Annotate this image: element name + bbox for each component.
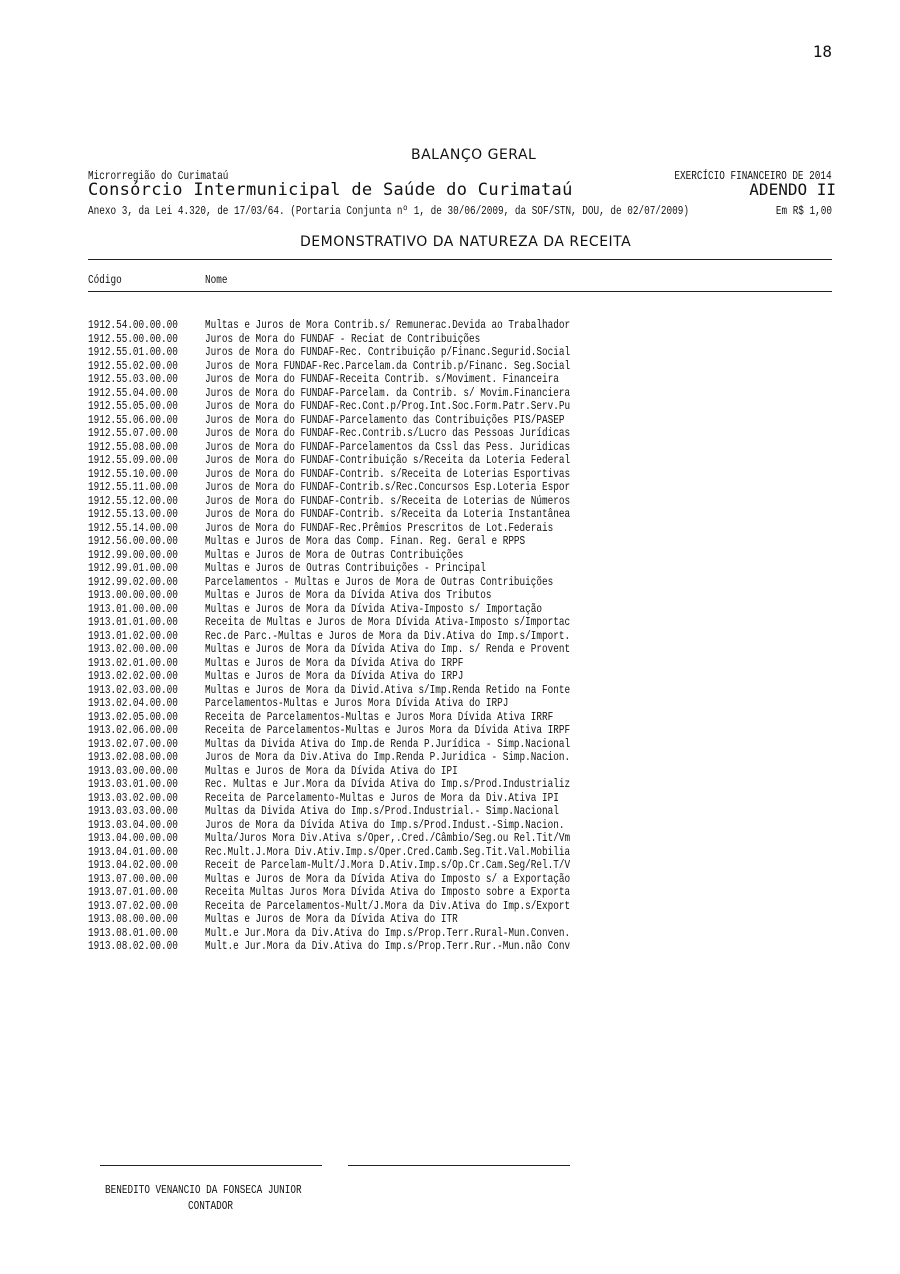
table-row <box>88 819 832 833</box>
row-name: Receita de Parcelamentos-Mult/J.Mora da Div.Ativa do Imp.s/Export <box>205 898 571 913</box>
table-row <box>88 940 832 954</box>
row-code: 1912.55.12.00.00 <box>88 493 178 508</box>
table-row <box>88 616 832 630</box>
table-row <box>88 522 832 536</box>
row-name: Multas e Juros de Mora da Dívida Ativa do IRPJ <box>205 669 464 683</box>
row-code: 1913.07.01.00.00 <box>88 885 178 899</box>
table-row <box>88 441 832 455</box>
row-name: Juros de Mora da Div.Ativa do Imp.Renda P.Juridica - Simp.Nacion. <box>205 750 571 764</box>
table-row <box>88 873 832 887</box>
row-name: Multas e Juros de Mora da Dívida Ativa do Imposto s/ a Exportação <box>205 871 571 886</box>
row-name: Juros de Mora do FUNDAF-Contrib. s/Receita de Loterias de Números <box>205 493 571 508</box>
signer-name-text: BENEDITO VENANCIO DA FONSECA JUNIOR <box>105 1183 302 1197</box>
row-name: Multas da Divida Ativa do Imp.de Renda P.Jurídica - Simp.Nacional <box>205 736 571 751</box>
row-name: Parcelamentos - Multas e Juros de Mora de Outras Contribuições <box>205 574 554 589</box>
row-code: 1912.56.00.00.00 <box>88 534 178 548</box>
table-row <box>88 562 832 576</box>
legal-reference-text: Anexo 3, da Lei 4.320, de 17/03/64. (Portaria Conjunta nº 1, de 30/06/2009, da SOF/STN, DOU, de 02/07/2009) <box>88 204 690 218</box>
signature-line-accountant <box>100 1165 322 1166</box>
table-row <box>88 414 832 428</box>
row-name: Receita de Multas e Juros de Mora Dívida Ativa-Imposto s/Importac <box>205 615 571 629</box>
table-row <box>88 319 832 333</box>
row-name: Multas e Juros de Mora Contrib.s/ Remunerac.Devida ao Trabalhador <box>205 318 571 332</box>
row-name: Juros de Mora do FUNDAF-Rec.Cont.p/Prog.Int.Soc.Form.Patr.Serv.Pu <box>205 399 571 413</box>
signer-role <box>188 1194 246 1213</box>
row-code: 1913.02.00.00.00 <box>88 642 178 656</box>
row-code: 1912.55.04.00.00 <box>88 385 178 400</box>
addendum-label: ADENDO II <box>749 180 836 199</box>
table-row <box>88 846 832 860</box>
table-row <box>88 792 832 806</box>
header-rule-bottom <box>88 291 832 292</box>
row-name: Rec.Mult.J.Mora Div.Ativ.Imp.s/Oper.Cred.Camb.Seg.Tit.Val.Mobilia <box>205 844 571 859</box>
table-row <box>88 684 832 698</box>
row-code: 1912.55.01.00.00 <box>88 345 178 359</box>
row-code: 1913.04.01.00.00 <box>88 844 178 859</box>
column-header-name <box>205 268 234 287</box>
row-code: 1913.08.01.00.00 <box>88 925 178 940</box>
row-name: Juros de Mora do FUNDAF-Contrib.s/Rec.Concursos Esp.Loteria Espor <box>205 480 571 494</box>
signer-role-text: CONTADOR <box>188 1199 233 1213</box>
column-header-code-text: Código <box>88 273 122 287</box>
column-header-code <box>88 268 131 287</box>
row-code: 1912.54.00.00.00 <box>88 318 178 332</box>
row-name: Juros de Mora do FUNDAF-Contrib. s/Receita de Loterias Esportivas <box>205 466 571 481</box>
row-code: 1913.04.02.00.00 <box>88 858 178 872</box>
row-code: 1912.55.07.00.00 <box>88 426 178 440</box>
row-name: Juros de Mora do FUNDAF-Receita Contrib. s/Moviment. Financeira <box>205 372 559 386</box>
currency-text: Em R$ 1,00 <box>775 204 832 218</box>
table-row <box>88 805 832 819</box>
table-row <box>88 549 832 563</box>
row-name: Multas e Juros de Mora da Dívida Ativa dos Tributos <box>205 588 492 602</box>
row-code: 1913.03.02.00.00 <box>88 790 178 805</box>
legal-reference <box>88 199 859 218</box>
row-name: Receit de Parcelam-Mult/J.Mora D.Ativ.Imp.s/Op.Cr.Cam.Seg/Rel.T/V <box>205 858 571 872</box>
row-name: Parcelamentos-Multas e Juros Mora Dívida Ativa do IRPJ <box>205 696 509 710</box>
row-name: Receita de Parcelamento-Multas e Juros de Mora da Div.Ativa IPI <box>205 790 559 805</box>
row-code: 1913.07.02.00.00 <box>88 898 178 913</box>
row-code: 1913.00.00.00.00 <box>88 588 178 602</box>
row-name: Rec.de Parc.-Multas e Juros de Mora da Div.Ativa do Imp.s/Import. <box>205 628 571 643</box>
currency-label <box>760 199 832 218</box>
table-row <box>88 927 832 941</box>
row-name: Juros de Mora FUNDAF-Rec.Parcelam.da Contrib.p/Financ. Seg.Social <box>205 358 571 373</box>
table-row <box>88 603 832 617</box>
column-header-name-text: Nome <box>205 273 228 287</box>
row-code: 1913.02.08.00.00 <box>88 750 178 764</box>
row-code: 1913.02.05.00.00 <box>88 709 178 724</box>
table-row <box>88 630 832 644</box>
row-name: Multas e Juros de Mora da Dívida Ativa do IPI <box>205 763 458 778</box>
table-row <box>88 751 832 765</box>
row-code: 1913.02.07.00.00 <box>88 736 178 751</box>
row-name: Multas e Juros de Outras Contribuições - Principal <box>205 561 486 575</box>
row-name: Juros de Mora do FUNDAF-Rec.Contrib.s/Lucro das Pessoas Jurídicas <box>205 426 571 440</box>
row-name: Multas e Juros de Mora da Dívida Ativa do Imp. s/ Renda e Provent <box>205 642 571 656</box>
document-title: BALANÇO GERAL <box>411 147 537 163</box>
row-code: 1912.55.03.00.00 <box>88 372 178 386</box>
row-name: Multas e Juros de Mora de Outras Contribuições <box>205 547 464 562</box>
row-code: 1913.02.06.00.00 <box>88 723 178 737</box>
row-code: 1912.55.06.00.00 <box>88 412 178 427</box>
page-number: 18 <box>812 42 832 61</box>
row-code: 1913.08.02.00.00 <box>88 939 178 953</box>
table-row <box>88 643 832 657</box>
section-title: DEMONSTRATIVO DA NATUREZA DA RECEITA <box>300 234 632 250</box>
row-name: Juros de Mora da Dívida Ativa do Imp.s/Prod.Indust.-Simp.Nacion. <box>205 817 565 832</box>
row-code: 1913.01.00.00.00 <box>88 601 178 616</box>
table-row <box>88 765 832 779</box>
region-text: Microrregião do Curimataú <box>88 169 229 183</box>
row-name: Juros de Mora do FUNDAF-Parcelamentos da Cssl das Pess. Juridicas <box>205 439 571 454</box>
table-row <box>88 724 832 738</box>
table-row <box>88 657 832 671</box>
table-row <box>88 346 832 360</box>
table-row <box>88 900 832 914</box>
row-name: Juros de Mora do FUNDAF-Parcelamento das Contribuições PIS/PASEP <box>205 412 565 427</box>
fiscal-year-text: EXERCÍCIO FINANCEIRO DE 2014 <box>674 169 832 183</box>
row-code: 1912.55.14.00.00 <box>88 520 178 535</box>
row-code: 1913.03.01.00.00 <box>88 777 178 791</box>
row-code: 1912.99.02.00.00 <box>88 574 178 589</box>
row-code: 1912.55.08.00.00 <box>88 439 178 454</box>
row-name: Receita Multas Juros Mora Dívida Ativa do Imposto sobre a Exporta <box>205 885 571 899</box>
table-row <box>88 697 832 711</box>
row-code: 1912.55.10.00.00 <box>88 466 178 481</box>
row-code: 1912.55.00.00.00 <box>88 331 178 346</box>
row-name: Multas e Juros de Mora da Dívida Ativa-Imposto s/ Importação <box>205 601 543 616</box>
row-name: Receita de Parcelamentos-Multas e Juros Mora da Dívida Ativa IRPF <box>205 723 571 737</box>
row-name: Juros de Mora do FUNDAF-Rec. Contribuição p/Financ.Segurid.Social <box>205 345 571 359</box>
table-row <box>88 832 832 846</box>
table-row <box>88 373 832 387</box>
header-rule-top <box>88 259 832 260</box>
row-name: Multas e Juros de Mora da Dívida Ativa do ITR <box>205 912 458 926</box>
row-name: Multas e Juros de Mora das Comp. Finan. Reg. Geral e RPPS <box>205 534 526 548</box>
table-row <box>88 495 832 509</box>
row-name: Juros de Mora do FUNDAF-Contribuição s/Receita da Loteria Federal <box>205 453 571 467</box>
row-name: Multas e Juros de Mora da Divid.Ativa s/Imp.Renda Retido na Fonte <box>205 682 571 697</box>
row-code: 1913.04.00.00.00 <box>88 831 178 845</box>
row-code: 1913.01.02.00.00 <box>88 628 178 643</box>
table-row <box>88 589 832 603</box>
table-row <box>88 886 832 900</box>
row-name: Multas da Divida Ativa do Imp.s/Prod.Industrial.- Simp.Nacional <box>205 804 559 818</box>
table-row <box>88 400 832 414</box>
row-code: 1913.08.00.00.00 <box>88 912 178 926</box>
row-code: 1913.07.00.00.00 <box>88 871 178 886</box>
organization-name: Consórcio Intermunicipal de Saúde do Curimataú <box>88 180 573 200</box>
table-row <box>88 427 832 441</box>
row-code: 1913.03.04.00.00 <box>88 817 178 832</box>
row-code: 1912.55.02.00.00 <box>88 358 178 373</box>
row-name: Juros de Mora do FUNDAF - Reciat de Contribuições <box>205 331 481 346</box>
table-row <box>88 333 832 347</box>
row-name: Multas e Juros de Mora da Dívida Ativa do IRPF <box>205 655 464 670</box>
row-code: 1912.55.05.00.00 <box>88 399 178 413</box>
table-row <box>88 913 832 927</box>
table-row <box>88 468 832 482</box>
row-code: 1912.55.11.00.00 <box>88 480 178 494</box>
table-row <box>88 711 832 725</box>
table-row <box>88 738 832 752</box>
table-row <box>88 360 832 374</box>
table-row <box>88 387 832 401</box>
table-row <box>88 576 832 590</box>
row-name: Mult.e Jur.Mora da Div.Ativa do Imp.s/Prop.Terr.Rur.-Mun.não Conv <box>205 939 571 953</box>
signature-line-second <box>348 1165 570 1166</box>
table-row <box>88 535 832 549</box>
row-code: 1912.55.09.00.00 <box>88 453 178 467</box>
revenue-table <box>88 319 832 954</box>
table-row <box>88 859 832 873</box>
row-name: Rec. Multas e Jur.Mora da Dívida Ativa do Imp.s/Prod.Industrializ <box>205 777 571 791</box>
row-name: Juros de Mora do FUNDAF-Rec.Prêmios Prescritos de Lot.Federais <box>205 520 554 535</box>
row-code: 1912.99.01.00.00 <box>88 561 178 575</box>
row-code: 1913.02.02.00.00 <box>88 669 178 683</box>
table-row <box>88 454 832 468</box>
table-row <box>88 778 832 792</box>
table-row <box>88 670 832 684</box>
row-code: 1913.01.01.00.00 <box>88 615 178 629</box>
row-name: Multa/Juros Mora Div.Ativa s/Oper,.Cred./Câmbio/Seg.ou Rel.Tit/Vm <box>205 831 571 845</box>
row-name: Juros de Mora do FUNDAF-Parcelam. da Contrib. s/ Movim.Financiera <box>205 385 571 400</box>
row-name: Receita de Parcelamentos-Multas e Juros Mora Dívida Ativa IRRF <box>205 709 554 724</box>
row-name: Juros de Mora do FUNDAF-Contrib. s/Receita da Loteria Instantânea <box>205 507 571 521</box>
row-code: 1913.03.03.00.00 <box>88 804 178 818</box>
table-row <box>88 508 832 522</box>
table-row <box>88 481 832 495</box>
row-code: 1913.02.01.00.00 <box>88 655 178 670</box>
row-code: 1912.99.00.00.00 <box>88 547 178 562</box>
row-name: Mult.e Jur.Mora da Div.Ativa do Imp.s/Prop.Terr.Rural-Mun.Conven. <box>205 925 571 940</box>
row-code: 1913.02.03.00.00 <box>88 682 178 697</box>
row-code: 1913.02.04.00.00 <box>88 696 178 710</box>
row-code: 1912.55.13.00.00 <box>88 507 178 521</box>
row-code: 1913.03.00.00.00 <box>88 763 178 778</box>
